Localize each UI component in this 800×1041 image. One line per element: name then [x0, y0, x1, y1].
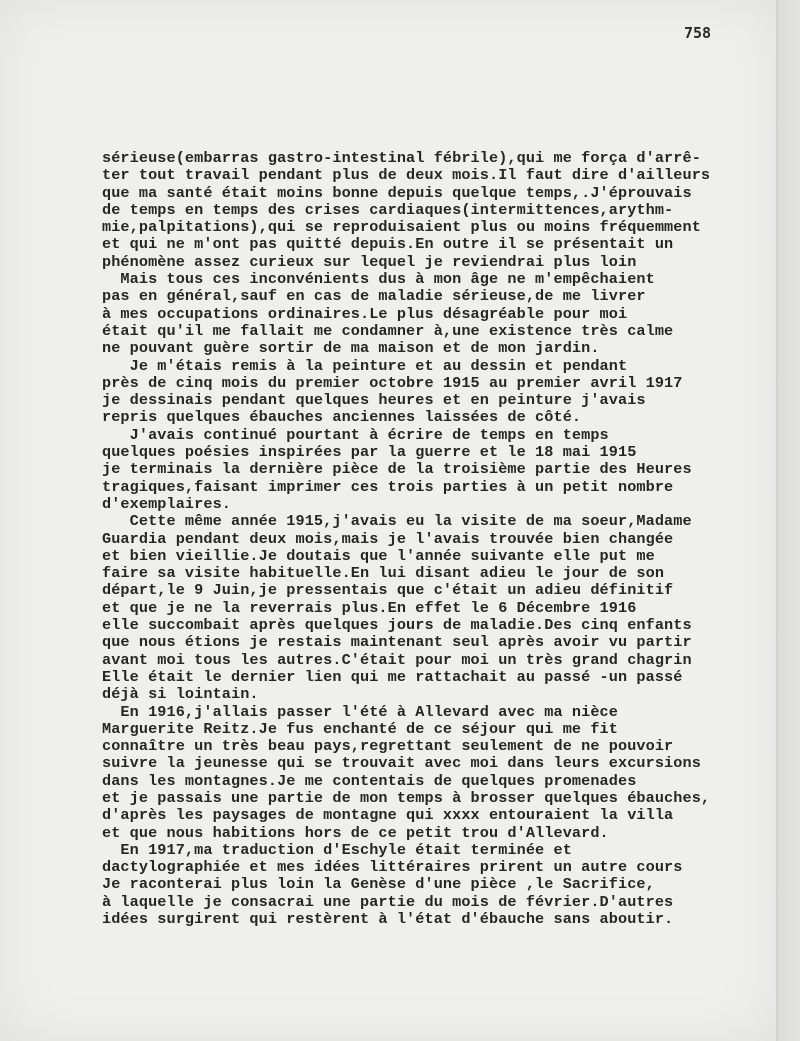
text-line: ne pouvant guère sortir de ma maison et de mon jardin. — [102, 339, 600, 358]
text-line: dans les montagnes.Je me contentais de quelques promenades — [102, 771, 637, 790]
text-line: d'exemplaires. — [102, 494, 231, 513]
text-line: dactylographiée et mes idées littéraires prirent un autre cours — [102, 858, 683, 877]
text-line: connaître un très beau pays,regrettant seulement de ne pouvoir — [102, 737, 674, 756]
text-line: et bien vieillie.Je doutais que l'année suivante elle put me — [102, 546, 655, 565]
text-line: tragiques,faisant imprimer ces trois parties à un petit nombre — [102, 477, 674, 496]
text-line: J'avais continué pourtant à écrire de temps en temps — [102, 425, 609, 444]
text-line: près de cinq mois du premier octobre 1915 au premier avril 1917 — [102, 373, 683, 392]
text-line: En 1916,j'allais passer l'été à Allevard avec ma nièce — [102, 702, 618, 721]
page-number: 758 — [684, 24, 712, 42]
text-line: Mais tous ces inconvénients dus à mon âge ne m'empêchaient — [102, 270, 655, 289]
text-line: idées surgirent qui restèrent à l'état d'ébauche sans aboutir. — [102, 910, 674, 929]
text-line: et que je ne la reverrais plus.En effet le 6 Décembre 1916 — [102, 598, 637, 617]
text-line: suivre la jeunesse qui se trouvait avec moi dans leurs excursions — [102, 754, 701, 773]
typed-text-body — [102, 150, 772, 928]
text-line: sérieuse(embarras gastro-intestinal fébrile),qui me força d'arrê- — [102, 149, 701, 167]
text-line: et que nous habitions hors de ce petit trou d'Allevard. — [102, 823, 609, 842]
text-line: Cette même année 1915,j'avais eu la visite de ma soeur,Madame — [102, 512, 692, 531]
text-line: pas en général,sauf en cas de maladie sérieuse,de me livrer — [102, 287, 646, 306]
text-line: ter tout travail pendant plus de deux mois.Il faut dire d'ailleurs — [102, 166, 711, 185]
text-line: à mes occupations ordinaires.Le plus désagréable pour moi — [102, 304, 628, 323]
text-line: que ma santé était moins bonne depuis quelque temps,.J'éprouvais — [102, 183, 692, 202]
text-line: je dessinais pendant quelques heures et en peinture j'avais — [102, 391, 646, 410]
text-line: à laquelle je consacrai une partie du mois de février.D'autres — [102, 892, 674, 911]
text-line: que nous étions je restais maintenant seul après avoir vu partir — [102, 633, 692, 652]
page-edge — [776, 0, 800, 1041]
text-line: et qui ne m'ont pas quitté depuis.En outre il se présentait un — [102, 235, 674, 254]
text-line: déjà si lointain. — [102, 685, 259, 704]
text-line: je terminais la dernière pièce de la troisième partie des Heures — [102, 460, 692, 479]
text-line: En 1917,ma traduction d'Eschyle était terminée et — [102, 840, 572, 859]
text-line: départ,le 9 Juin,je pressentais que c'était un adieu définitif — [102, 581, 674, 600]
text-line: d'après les paysages de montagne qui xxxx entouraient la villa — [102, 806, 674, 825]
text-line: Je raconterai plus loin la Genèse d'une pièce ,le Sacrifice, — [102, 875, 655, 894]
text-line: mie,palpitations),qui se reproduisaient plus ou moins fréquemment — [102, 218, 701, 237]
text-line: elle succombait après quelques jours de maladie.Des cinq enfants — [102, 616, 692, 635]
text-line: Marguerite Reitz.Je fus enchanté de ce séjour qui me fit — [102, 719, 618, 738]
text-line: était qu'il me fallait me condamner à,une existence très calme — [102, 321, 674, 340]
text-line: avant moi tous les autres.C'était pour moi un très grand chagrin — [102, 650, 692, 669]
text-line: de temps en temps des crises cardiaques(intermittences,arythm- — [102, 200, 674, 219]
text-line: repris quelques ébauches anciennes laissées de côté. — [102, 408, 582, 427]
text-line: Elle était le dernier lien qui me rattachait au passé -un passé — [102, 667, 683, 686]
text-line: faire sa visite habituelle.En lui disant adieu le jour de son — [102, 564, 665, 583]
text-line: et je passais une partie de mon temps à brosser quelques ébauches, — [102, 788, 711, 807]
text-line: quelques poésies inspirées par la guerre et le 18 mai 1915 — [102, 443, 637, 462]
text-line: Guardia pendant deux mois,mais je l'avais trouvée bien changée — [102, 529, 674, 548]
text-line: phénomène assez curieux sur lequel je reviendrai plus loin — [102, 252, 637, 271]
text-line: Je m'étais remis à la peinture et au dessin et pendant — [102, 356, 628, 375]
